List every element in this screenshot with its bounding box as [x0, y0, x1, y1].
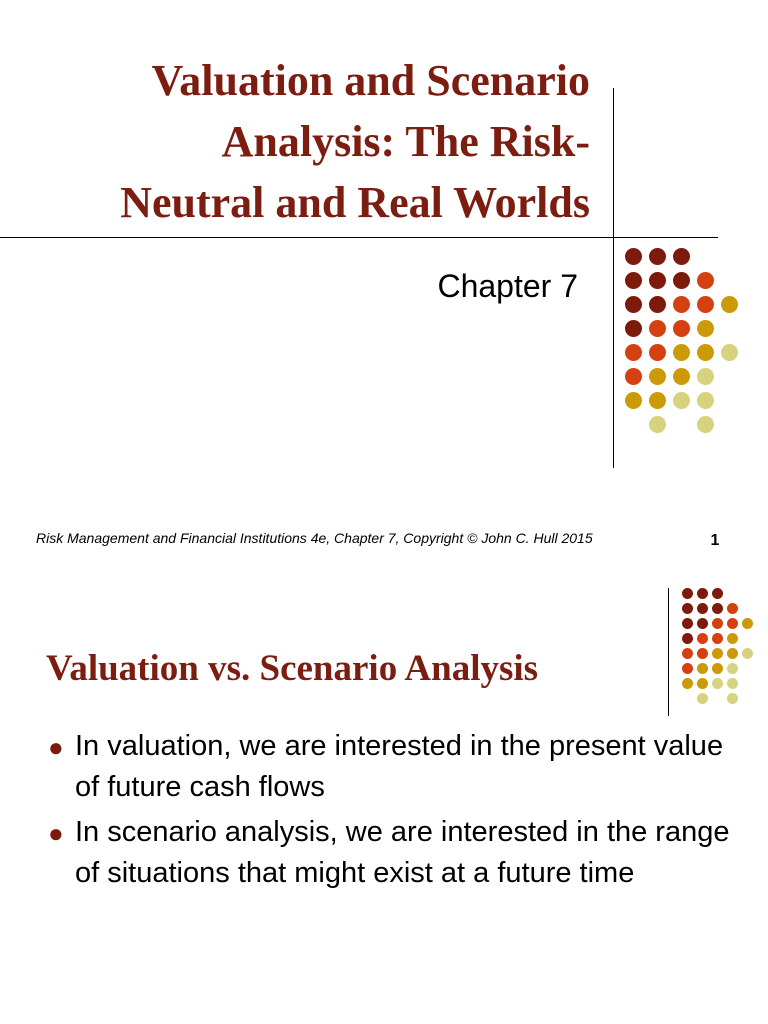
grid-dot	[673, 320, 690, 337]
grid-dot	[673, 296, 690, 313]
bullet-text: In scenario analysis, we are interested in the range of situations that might exist at a future time	[75, 816, 730, 889]
grid-dot	[649, 416, 666, 433]
grid-dot	[712, 633, 723, 644]
grid-dot	[625, 296, 642, 313]
slide-1-title	[20, 50, 590, 233]
grid-dot	[625, 368, 642, 385]
grid-dot	[697, 618, 708, 629]
grid-dot	[697, 320, 714, 337]
grid-dot	[727, 648, 738, 659]
grid-dot	[682, 618, 693, 629]
grid-dot	[673, 344, 690, 361]
grid-dot	[742, 648, 753, 659]
grid-dot	[649, 320, 666, 337]
page-number: 1	[710, 532, 720, 549]
grid-dot	[625, 344, 642, 361]
bullet-item	[48, 726, 748, 808]
grid-dot	[625, 272, 642, 289]
grid-dot	[712, 618, 723, 629]
grid-dot	[682, 588, 693, 599]
grid-dot	[697, 678, 708, 689]
bullet-text: In valuation, we are interested in the present value of future cash flows	[75, 730, 724, 803]
grid-dot	[697, 296, 714, 313]
grid-dot	[697, 663, 708, 674]
title-line-3: Neutral and Real Worlds	[120, 178, 590, 227]
grid-dot	[697, 368, 714, 385]
grid-dot	[712, 648, 723, 659]
grid-dot	[727, 678, 738, 689]
grid-dot	[721, 344, 738, 361]
bullet-list	[48, 726, 748, 898]
grid-dot	[721, 296, 738, 313]
grid-dot	[742, 618, 753, 629]
grid-dot	[682, 678, 693, 689]
grid-dot	[682, 663, 693, 674]
vertical-divider-small	[668, 588, 669, 716]
slide-2	[0, 566, 768, 1024]
grid-dot	[649, 248, 666, 265]
grid-dot	[712, 588, 723, 599]
grid-dot	[673, 392, 690, 409]
grid-dot	[625, 320, 642, 337]
grid-dot	[697, 633, 708, 644]
vertical-divider	[613, 88, 614, 468]
grid-dot	[697, 693, 708, 704]
grid-dot	[697, 588, 708, 599]
grid-dot	[727, 603, 738, 614]
grid-dot	[673, 248, 690, 265]
grid-dot	[712, 663, 723, 674]
footer-copyright: Risk Management and Financial Institutions 4e, Chapter 7, Copyright © John C. Hull 2015	[36, 530, 593, 546]
grid-dot	[682, 633, 693, 644]
title-line-1: Valuation and Scenario	[151, 56, 590, 105]
grid-dot	[649, 392, 666, 409]
grid-dot	[625, 392, 642, 409]
grid-dot	[697, 392, 714, 409]
title-line-2: Analysis: The Risk-	[221, 117, 590, 166]
grid-dot	[625, 248, 642, 265]
grid-dot	[649, 296, 666, 313]
grid-dot	[682, 603, 693, 614]
grid-dot	[712, 678, 723, 689]
grid-dot	[649, 344, 666, 361]
grid-dot	[697, 272, 714, 289]
decorative-dot-grid-small	[682, 588, 762, 708]
grid-dot	[712, 603, 723, 614]
grid-dot	[727, 663, 738, 674]
grid-dot	[697, 648, 708, 659]
bullet-dot-icon: ●	[48, 818, 64, 848]
grid-dot	[697, 603, 708, 614]
bullet-dot-icon: ●	[48, 732, 64, 762]
grid-dot	[727, 633, 738, 644]
grid-dot	[649, 368, 666, 385]
slide-2-title: Valuation vs. Scenario Analysis	[46, 648, 539, 689]
decorative-dot-grid	[625, 248, 745, 438]
grid-dot	[673, 272, 690, 289]
bullet-item	[48, 812, 748, 894]
grid-dot	[697, 416, 714, 433]
grid-dot	[649, 272, 666, 289]
title-divider	[0, 237, 718, 238]
grid-dot	[673, 368, 690, 385]
grid-dot	[697, 344, 714, 361]
grid-dot	[727, 618, 738, 629]
grid-dot	[727, 693, 738, 704]
grid-dot	[682, 648, 693, 659]
chapter-label: Chapter 7	[437, 268, 578, 304]
